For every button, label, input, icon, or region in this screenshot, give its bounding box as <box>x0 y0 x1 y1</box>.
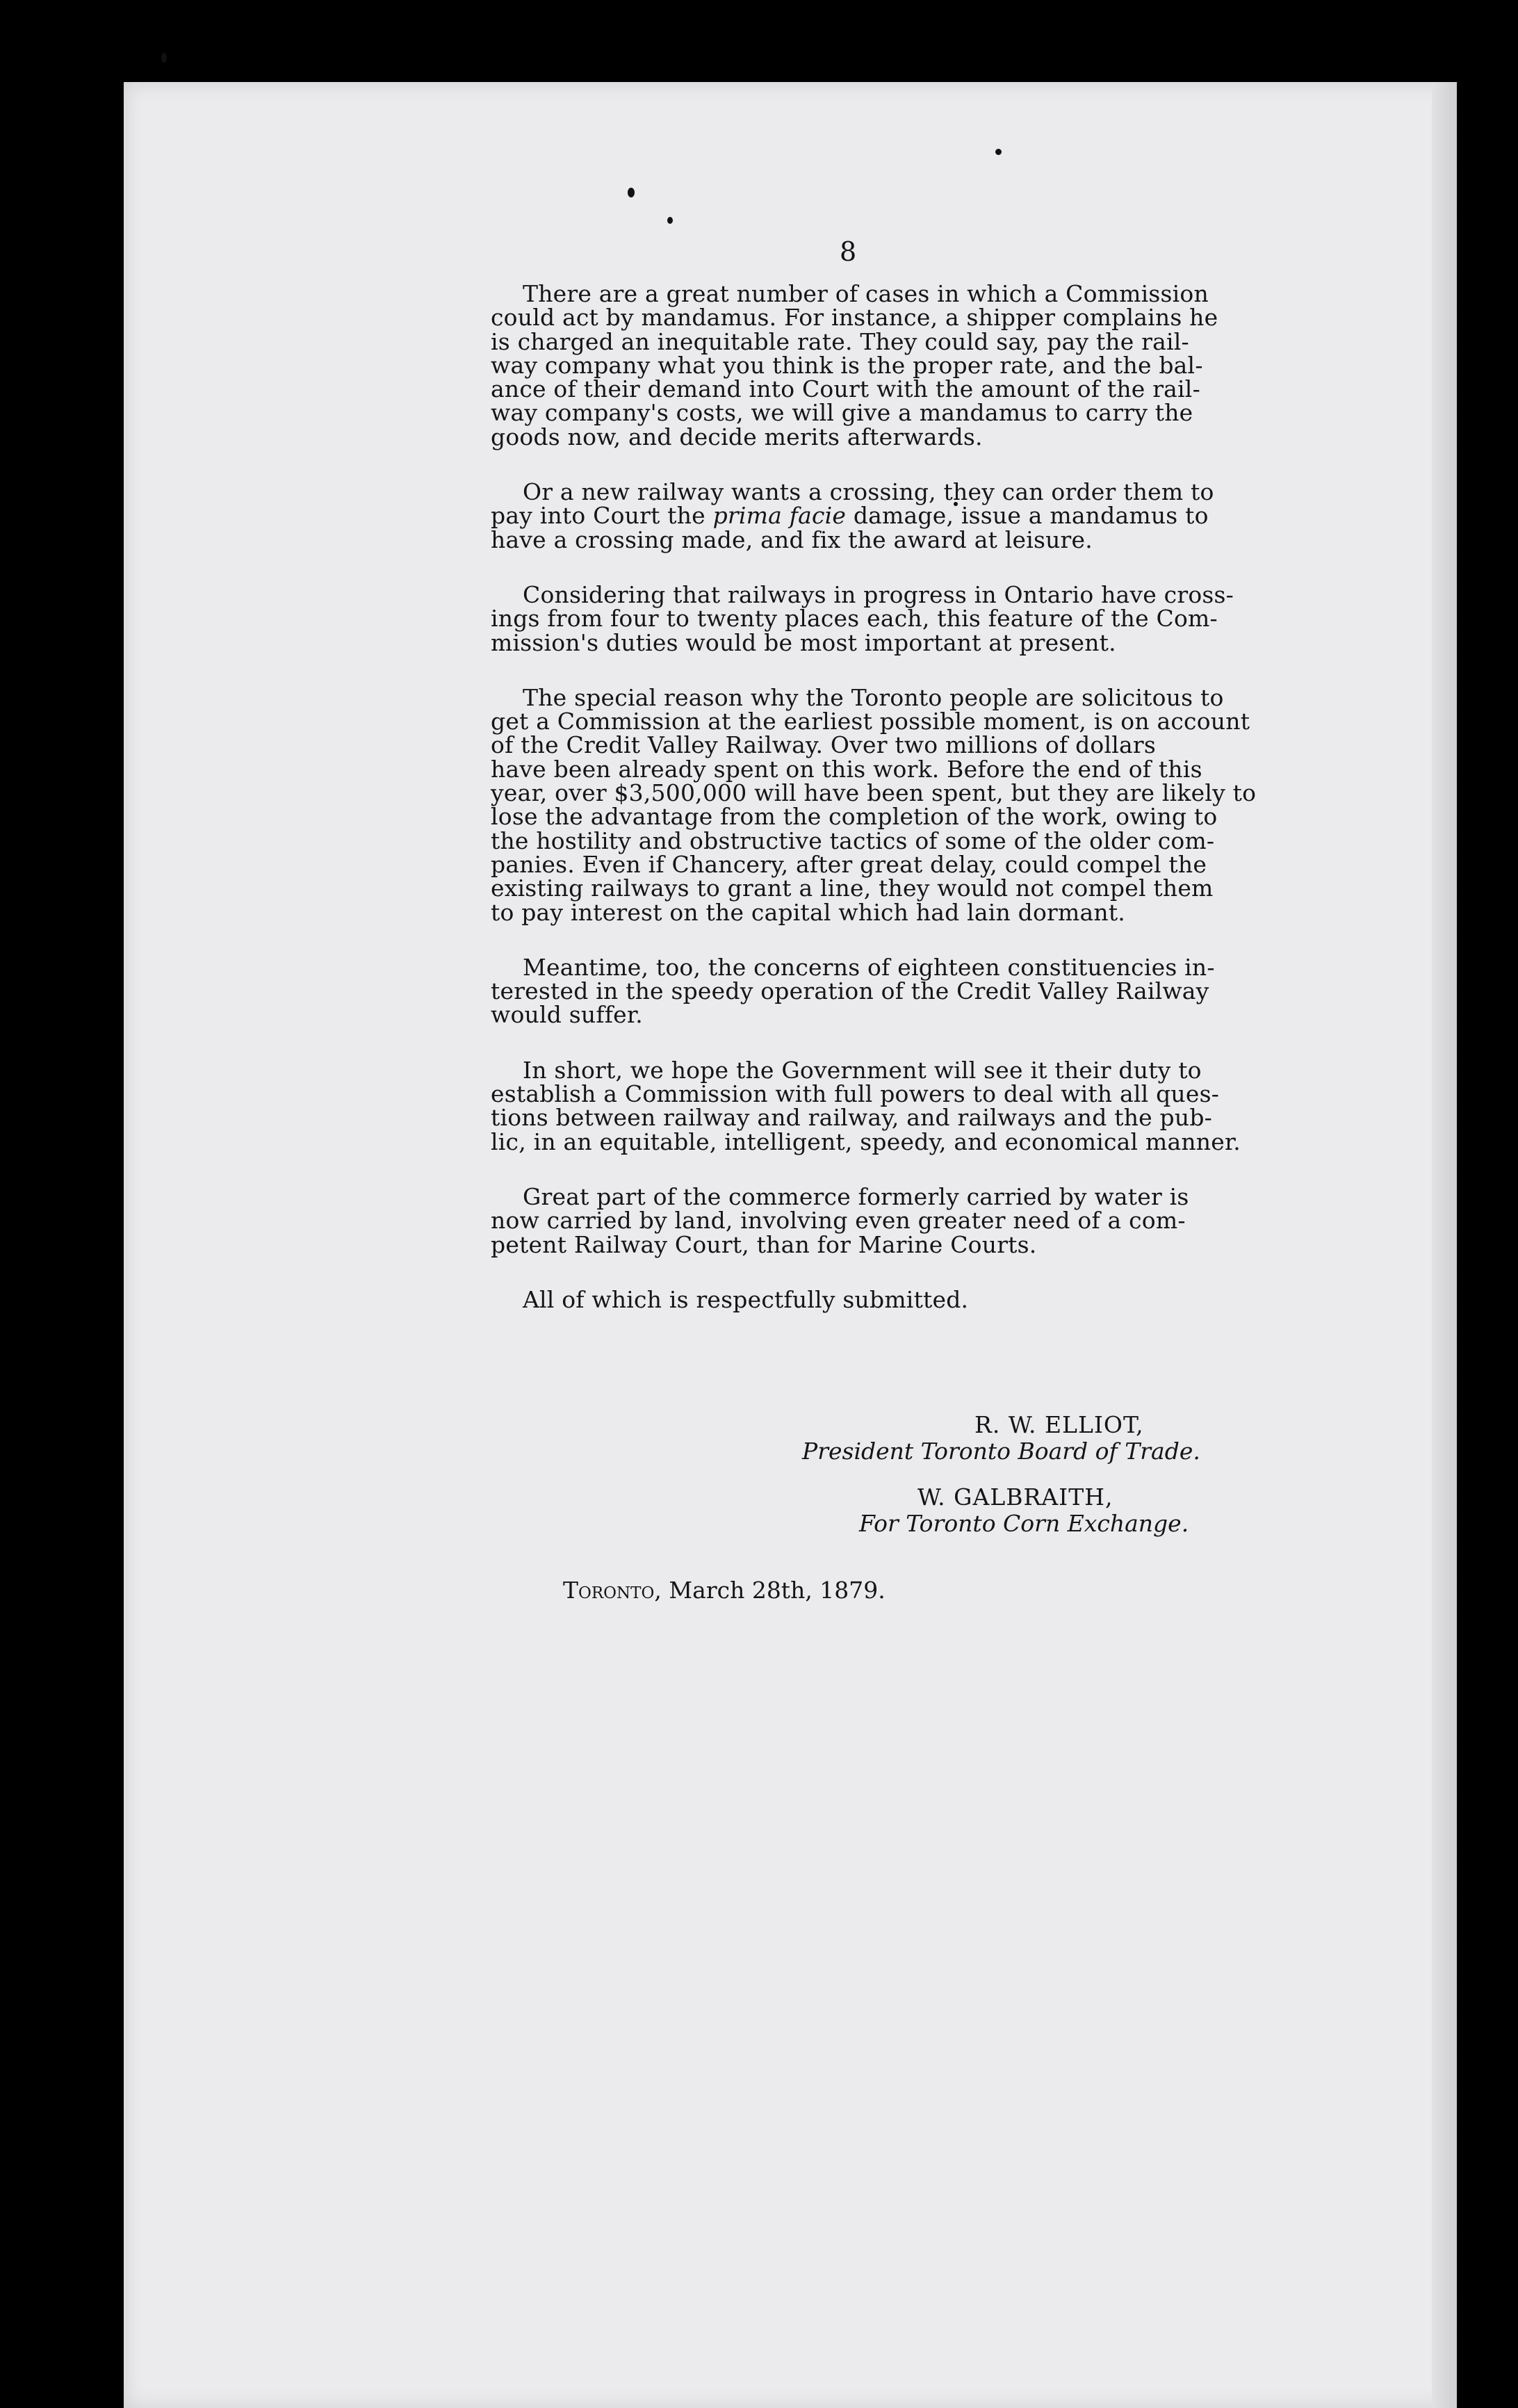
text-line: the hostility and obstructive tactics of some of the older com- <box>491 827 1215 854</box>
paragraph <box>491 953 1215 1029</box>
text-line: terested in the speedy operation of the Credit Valley Railway <box>491 977 1209 1005</box>
text-line: to pay interest on the capital which had lain dormant. <box>491 898 1125 926</box>
italic-phrase: prima facie <box>712 502 847 530</box>
text-line: existing railways to grant a line, they would not compel them <box>491 874 1214 902</box>
text-line: mission's duties would be most important at present. <box>491 628 1116 656</box>
scan-speck <box>628 188 635 197</box>
scan-speck <box>995 149 1002 155</box>
body-text <box>491 280 1257 1343</box>
dateline-place: Toronto <box>563 1577 655 1604</box>
text-line: of the Credit Valley Railway. Over two millions of dollars <box>491 731 1156 759</box>
signatory-title: For Toronto Corn Exchange. <box>859 1510 1189 1537</box>
paragraph <box>491 580 1234 656</box>
text-line: tions between railway and railway, and railways and the pub- <box>491 1104 1213 1132</box>
paragraph <box>491 1285 1211 1313</box>
dateline <box>563 1577 886 1604</box>
text-line: year, over $3,500,000 will have been spent, but they are likely to <box>491 779 1257 807</box>
text-line: way company's costs, we will give a mandamus to carry the <box>491 399 1193 427</box>
text-line: lose the advantage from the completion of the work, owing to <box>491 803 1218 831</box>
text-line: petent Railway Court, than for Marine Courts. <box>491 1230 1037 1258</box>
text-line: get a Commission at the earliest possible moment, is on account <box>491 708 1250 735</box>
paragraph <box>491 683 1257 926</box>
text-line: panies. Even if Chancery, after great delay, could compel the <box>491 850 1207 878</box>
text-line: ance of their demand into Court with the amount of the rail- <box>491 375 1200 403</box>
text-line: Considering that railways in progress in Ontario have cross- <box>523 580 1234 608</box>
text-line: The special reason why the Toronto people are solicitous to <box>523 683 1224 711</box>
signatory-name: W. GALBRAITH, <box>917 1483 1113 1511</box>
text-line: ings from four to twenty places each, this feature of the Com- <box>491 605 1218 633</box>
text-line: could act by mandamus. For instance, a shipper complains he <box>491 304 1218 332</box>
paragraph <box>491 1182 1211 1258</box>
page-number: 8 <box>840 236 857 267</box>
text-line: would suffer. <box>491 1001 643 1029</box>
text-line: now carried by land, involving even greater need of a com- <box>491 1207 1186 1235</box>
text-line: way company what you think is the proper rate, and the bal- <box>491 351 1203 379</box>
text-line: pay into Court the prima facie damage, issue a mandamus to <box>491 502 1209 530</box>
paragraph <box>491 478 1214 553</box>
text-line: In short, we hope the Government will see it their duty to <box>523 1056 1202 1084</box>
text-line: establish a Commission with full powers to deal with all ques- <box>491 1080 1220 1108</box>
text-line: have a crossing made, and fix the award at leisure. <box>491 526 1093 553</box>
page-edge <box>1432 82 1457 2408</box>
scan-speck <box>161 53 167 63</box>
text-line: lic, in an equitable, intelligent, speedy, and economical manner. <box>491 1128 1241 1155</box>
text-line: Meantime, too, the concerns of eighteen constituencies in- <box>523 953 1215 981</box>
text-line: There are a great number of cases in which a Commission <box>523 280 1209 307</box>
text-line: Or a new railway wants a crossing, they can order them to <box>523 478 1214 506</box>
text-line: goods now, and decide merits afterwards. <box>491 423 983 450</box>
text-line: have been already spent on this work. Before the end of this <box>491 755 1202 783</box>
paragraph <box>491 280 1218 450</box>
text-line: is charged an inequitable rate. They could say, pay the rail- <box>491 327 1189 355</box>
scan-speck <box>667 217 673 224</box>
signatory-name: R. W. ELLIOT, <box>974 1411 1144 1438</box>
paragraph <box>491 1056 1241 1155</box>
signatory-title: President Toronto Board of Trade. <box>802 1438 1200 1465</box>
dateline-date: , March 28th, 1879. <box>654 1577 886 1604</box>
text-line: Great part of the commerce formerly carried by water is <box>523 1182 1189 1210</box>
text-line: All of which is respectfully submitted. <box>523 1285 969 1313</box>
